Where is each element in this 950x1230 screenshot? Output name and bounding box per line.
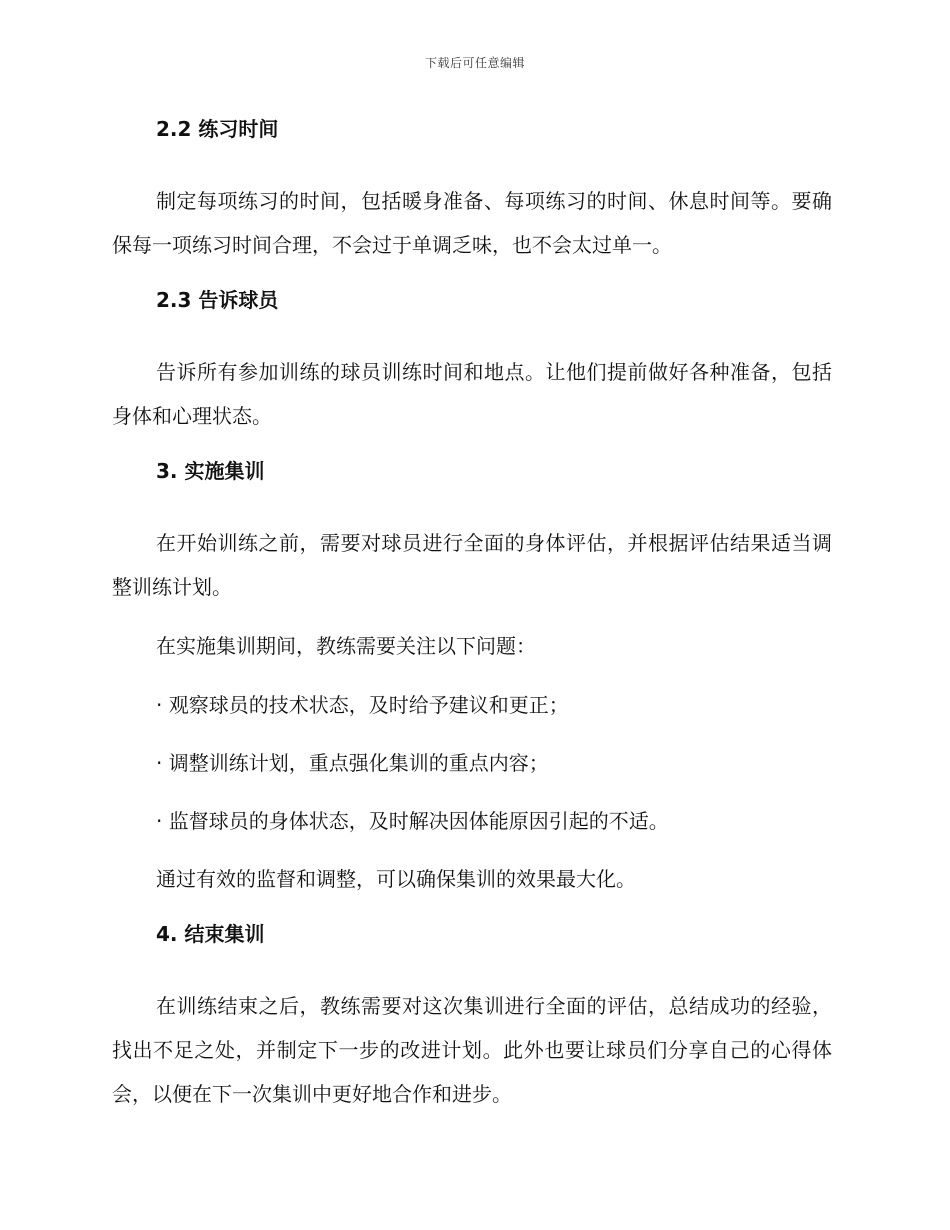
section-heading-2-2: 2.2 练习时间: [156, 117, 279, 141]
list-item: · 调整训练计划，重点强化集训的重点内容；: [156, 751, 549, 775]
paragraph-effect: 通过有效的监督和调整，可以确保集训的效果最大化。: [156, 867, 636, 891]
section-heading-3: 3. 实施集训: [156, 459, 265, 483]
paragraph-focus-intro: 在实施集训期间，教练需要关注以下问题：: [156, 634, 536, 658]
page-header: 下载后可任意编辑: [424, 56, 525, 70]
list-item: · 观察球员的技术状态，及时给予建议和更正；: [156, 693, 569, 717]
paragraph-conclusion: 在训练结束之后，教练需要对这次集训进行全面的评估，总结成功的经验，找出不足之处，并制定下一步的改进计划。此外也要让球员们分享自己的心得体会，以便在下一次集训中更好地合作和进步。: [112, 994, 832, 1106]
section-heading-4: 4. 结束集训: [156, 922, 265, 946]
paragraph-assessment: 在开始训练之前，需要对球员进行全面的身体评估，并根据评估结果适当调整训练计划。: [112, 531, 832, 599]
section-heading-2-3: 2.3 告诉球员: [156, 288, 279, 312]
paragraph-notify-players: 告诉所有参加训练的球员训练时间和地点。让他们提前做好各种准备，包括身体和心理状态。: [112, 360, 832, 428]
paragraph-practice-time: 制定每项练习的时间，包括暖身准备、每项练习的时间、休息时间等。要确保每一项练习时间合理，不会过于单调乏味，也不会太过单一。: [112, 189, 832, 257]
list-item: · 监督球员的身体状态，及时解决因体能原因引起的不适。: [156, 809, 669, 833]
document-body: [112, 111, 832, 1131]
